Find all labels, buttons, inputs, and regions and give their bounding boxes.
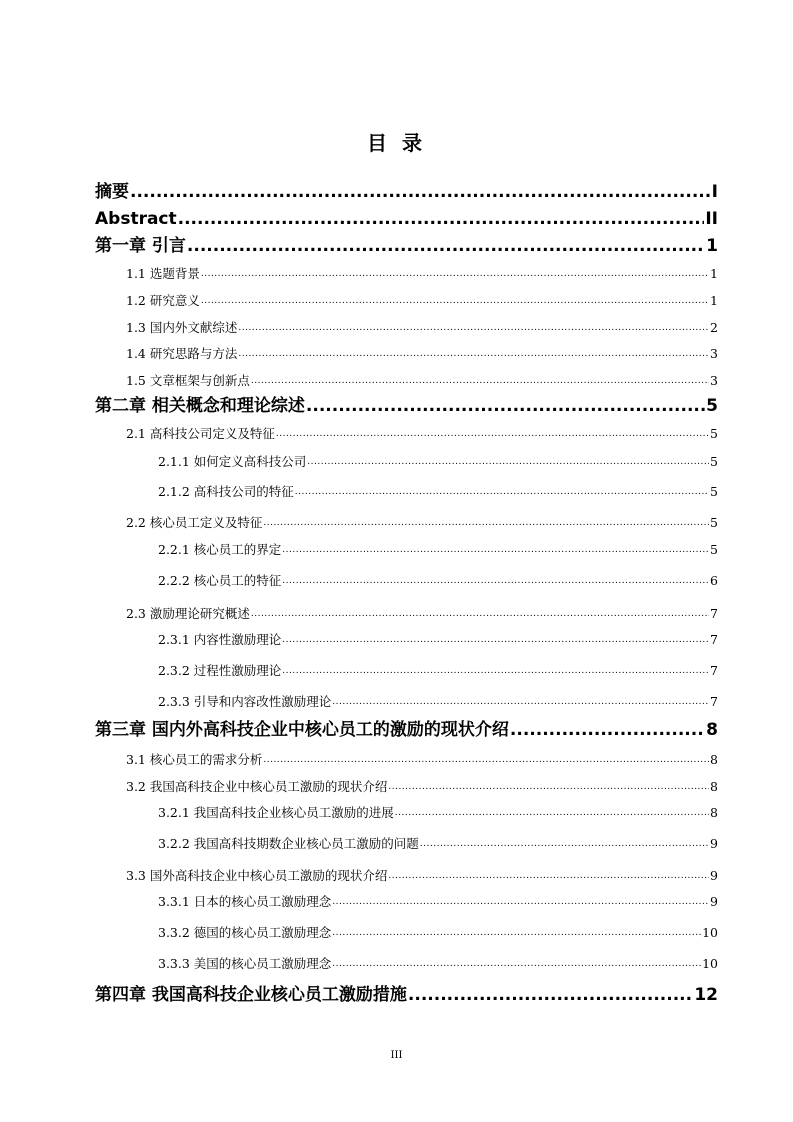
toc-entry[interactable] (158, 803, 718, 821)
toc-entry-label: Abstract (95, 209, 177, 229)
toc-leader-dots (130, 182, 711, 202)
toc-entry-label: 2.3.2 过程性激励理论 (158, 663, 282, 678)
toc-entry-label: 2.3 激励理论研究概述 (126, 606, 250, 621)
toc-entry[interactable] (126, 291, 718, 309)
toc-entry-label: 2.2.2 核心员工的特征 (158, 573, 282, 588)
toc-leader-dots (178, 209, 705, 229)
toc-entry-page: 7 (710, 663, 718, 678)
toc-entry-page: 5 (710, 542, 718, 557)
toc-entry[interactable] (158, 630, 718, 648)
toc-entry[interactable] (95, 182, 718, 202)
toc-leader-dots (276, 424, 709, 442)
toc-entry-label: 1.3 国内外文献综述 (126, 320, 238, 335)
toc-entry[interactable] (158, 923, 718, 941)
toc-entry-page: I (711, 182, 718, 202)
toc-entry-page: 9 (710, 836, 718, 851)
toc-leader-dots (238, 344, 709, 362)
toc-entry[interactable] (126, 513, 718, 531)
toc-entry-page: 9 (710, 894, 718, 909)
toc-entry[interactable] (158, 482, 718, 500)
toc-entry-label: 第二章 相关概念和理论综述 (95, 396, 305, 416)
toc-entry-label: 2.1.1 如何定义高科技公司 (158, 454, 307, 469)
toc-entry[interactable] (95, 720, 718, 740)
toc-entry-page: 3 (710, 373, 718, 388)
toc-leader-dots (295, 482, 709, 500)
toc-leader-dots (282, 540, 709, 558)
toc-entry[interactable] (126, 750, 718, 768)
toc-entry-label: 3.2.2 我国高科技期数企业核心员工激励的问题 (158, 836, 419, 851)
toc-entry-page: 10 (702, 956, 718, 971)
toc-entry-page: 8 (710, 752, 718, 767)
toc-entry[interactable] (126, 866, 718, 884)
toc-leader-dots (332, 692, 709, 710)
toc-entry-label: 3.3.3 美国的核心员工激励理念 (158, 956, 332, 971)
toc-leader-dots (395, 803, 709, 821)
toc-leader-dots (251, 371, 709, 389)
toc-entry-label: 第一章 引言 (95, 236, 186, 256)
toc-entry-label: 3.2 我国高科技企业中核心员工激励的现状介绍 (126, 779, 388, 794)
toc-entry[interactable] (95, 985, 718, 1005)
toc-entry-page: 8 (710, 805, 718, 820)
toc-entry-label: 2.3.3 引导和内容改性激励理论 (158, 694, 332, 709)
toc-entry[interactable] (158, 892, 718, 910)
toc-title: 目 录 (367, 131, 426, 155)
toc-leader-dots (187, 236, 705, 256)
toc-entry-page: 8 (706, 720, 718, 740)
toc-entry-page: 12 (694, 985, 718, 1005)
toc-entry-label: 3.3.1 日本的核心员工激励理念 (158, 894, 332, 909)
toc-entry-page: 1 (710, 293, 718, 308)
toc-entry-label: 1.5 文章框架与创新点 (126, 373, 250, 388)
toc-leader-dots (510, 720, 705, 740)
toc-entry-page: 5 (710, 484, 718, 499)
toc-leader-dots (307, 452, 709, 470)
toc-entry-page: 1 (706, 236, 718, 256)
toc-entry-page: II (705, 209, 718, 229)
toc-entry-page: 5 (710, 454, 718, 469)
toc-entry[interactable] (126, 371, 718, 389)
toc-entry-page: 6 (710, 573, 718, 588)
toc-entry[interactable] (158, 661, 718, 679)
toc-leader-dots (251, 604, 709, 622)
toc-entry[interactable] (126, 424, 718, 442)
toc-entry-page: 10 (702, 925, 718, 940)
toc-entry[interactable] (95, 209, 718, 229)
toc-leader-dots (282, 630, 709, 648)
toc-leader-dots (201, 291, 709, 309)
toc-entry-label: 3.1 核心员工的需求分析 (126, 752, 263, 767)
toc-leader-dots (282, 661, 709, 679)
toc-leader-dots (263, 750, 709, 768)
page-number: III (390, 1050, 403, 1061)
toc-entry[interactable] (95, 396, 718, 416)
toc-entry-page: 5 (710, 426, 718, 441)
toc-entry-label: 1.1 选题背景 (126, 266, 200, 281)
toc-leader-dots (332, 923, 701, 941)
toc-entry[interactable] (126, 344, 718, 362)
toc-leader-dots (332, 954, 701, 972)
toc-entry[interactable] (158, 834, 718, 852)
toc-entry[interactable] (158, 692, 718, 710)
toc-entry-page: 7 (710, 606, 718, 621)
toc-leader-dots (388, 866, 709, 884)
toc-entry[interactable] (158, 571, 718, 589)
toc-entry-page: 5 (706, 396, 718, 416)
toc-leader-dots (306, 396, 705, 416)
toc-entry-page: 5 (710, 515, 718, 530)
toc-entry-label: 2.3.1 内容性激励理论 (158, 632, 282, 647)
toc-entry-page: 9 (710, 868, 718, 883)
toc-entry-label: 3.3.2 德国的核心员工激励理念 (158, 925, 332, 940)
toc-entry[interactable] (158, 540, 718, 558)
toc-entry[interactable] (126, 604, 718, 622)
toc-entry[interactable] (126, 264, 718, 282)
toc-entry-page: 7 (710, 632, 718, 647)
toc-entry-label: 2.2.1 核心员工的界定 (158, 542, 282, 557)
toc-entry-page: 3 (710, 346, 718, 361)
toc-entry-label: 摘要 (95, 182, 129, 202)
toc-entry-label: 3.3 国外高科技企业中核心员工激励的现状介绍 (126, 868, 388, 883)
toc-entry[interactable] (158, 452, 718, 470)
toc-leader-dots (332, 892, 709, 910)
toc-entry[interactable] (158, 954, 718, 972)
toc-entry-label: 第三章 国内外高科技企业中核心员工的激励的现状介绍 (95, 720, 509, 740)
toc-leader-dots (201, 264, 709, 282)
toc-entry[interactable] (126, 777, 718, 795)
toc-entry[interactable] (126, 318, 718, 336)
toc-entry-label: 3.2.1 我国高科技企业核心员工激励的进展 (158, 805, 394, 820)
toc-entry-page: 8 (710, 779, 718, 794)
toc-entry-page: 7 (710, 694, 718, 709)
toc-leader-dots (408, 985, 693, 1005)
toc-leader-dots (238, 318, 709, 336)
toc-entry-label: 2.1 高科技公司定义及特征 (126, 426, 275, 441)
toc-entry[interactable] (95, 236, 718, 256)
toc-entry-label: 1.4 研究思路与方法 (126, 346, 238, 361)
toc-entry-label: 1.2 研究意义 (126, 293, 200, 308)
toc-leader-dots (282, 571, 709, 589)
toc-leader-dots (420, 834, 709, 852)
toc-leader-dots (388, 777, 709, 795)
toc-entry-page: 1 (710, 266, 718, 281)
toc-entry-label: 2.2 核心员工定义及特征 (126, 515, 263, 530)
toc-entry-page: 2 (710, 320, 718, 335)
toc-entry-label: 2.1.2 高科技公司的特征 (158, 484, 294, 499)
toc-leader-dots (263, 513, 709, 531)
toc-entry-label: 第四章 我国高科技企业核心员工激励措施 (95, 985, 407, 1005)
